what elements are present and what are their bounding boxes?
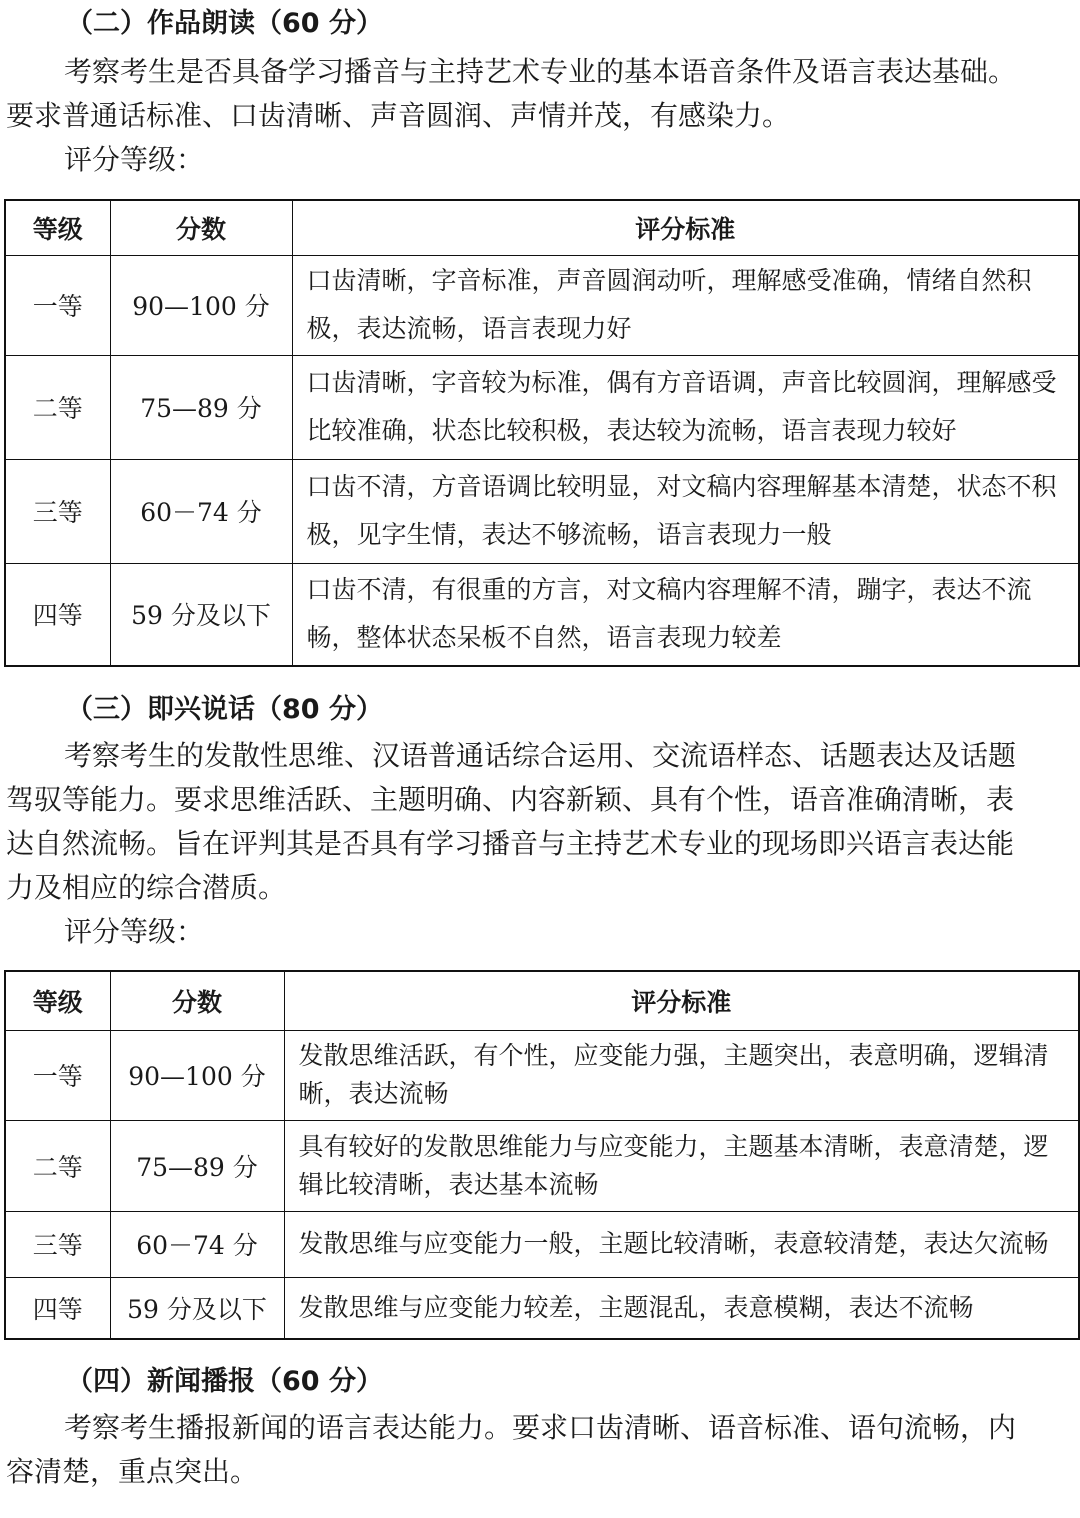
header-score: 分数	[110, 200, 292, 255]
header-criteria: 评分标准	[284, 971, 1079, 1030]
section2-grading-label: 评分等级：	[64, 143, 205, 176]
table-row	[5, 459, 1079, 563]
table-row	[5, 563, 1079, 666]
grade-level: 三等	[5, 459, 110, 563]
table-header-row	[5, 200, 1079, 255]
section4-intro: 考察考生播报新闻的语言表达能力。要求口齿清晰、语音标准、语句流畅，内容清楚，重点突出。	[6, 1411, 1017, 1488]
grade-score: 90—100 分	[110, 1030, 284, 1120]
grade-level: 三等	[5, 1211, 110, 1277]
table-row	[5, 1030, 1079, 1120]
grade-score: 60－74 分	[110, 459, 292, 563]
section2-heading: （二）作品朗读（60 分）	[66, 8, 383, 39]
table-row	[5, 1120, 1079, 1211]
section3-intro: 考察考生的发散性思维、汉语普通话综合运用、交流语样态、话题表达及话题驾驭等能力。要求思维活跃、主题明确、内容新颖、具有个性，语音准确清晰，表达自然流畅。旨在评判其是否具有学习播音与主持艺术专业的现场即兴语言表达能力及相应的综合潜质。	[6, 739, 1017, 904]
grade-level: 二等	[5, 355, 110, 459]
grade-criteria: 口齿不清，有很重的方言，对文稿内容理解不清，蹦字，表达不流畅，整体状态呆板不自然，语言表现力较差	[292, 563, 1079, 666]
section2-intro: 考察考生是否具备学习播音与主持艺术专业的基本语音条件及语言表达基础。要求普通话标准、口齿清晰、声音圆润、声情并茂，有感染力。	[6, 55, 1017, 132]
grade-level: 二等	[5, 1120, 110, 1211]
grade-criteria: 口齿不清，方音语调比较明显，对文稿内容理解基本清楚，状态不积极，见字生情，表达不够流畅，语言表现力一般	[292, 459, 1079, 563]
table-row	[5, 1211, 1079, 1277]
grade-criteria: 口齿清晰，字音标准，声音圆润动听，理解感受准确，情绪自然积极，表达流畅，语言表现力好	[292, 255, 1079, 355]
table-row	[5, 355, 1079, 459]
header-level: 等级	[5, 200, 110, 255]
grade-score: 59 分及以下	[110, 1277, 284, 1339]
header-score: 分数	[110, 971, 284, 1030]
section3-grading-label: 评分等级：	[64, 915, 205, 948]
section4-heading: （四）新闻播报（60 分）	[66, 1366, 383, 1397]
grade-criteria: 发散思维与应变能力较差，主题混乱，表意模糊，表达不流畅	[284, 1277, 1079, 1339]
grade-score: 75—89 分	[110, 1120, 284, 1211]
grade-score: 75—89 分	[110, 355, 292, 459]
section3-heading: （三）即兴说话（80 分）	[66, 694, 383, 725]
grade-score: 59 分及以下	[110, 563, 292, 666]
grade-criteria: 具有较好的发散思维能力与应变能力，主题基本清晰，表意清楚，逻辑比较清晰，表达基本流畅	[284, 1120, 1079, 1211]
section2-grading-table	[4, 199, 1080, 667]
table-row	[5, 255, 1079, 355]
grade-criteria: 发散思维活跃，有个性，应变能力强，主题突出，表意明确，逻辑清晰，表达流畅	[284, 1030, 1079, 1120]
header-criteria: 评分标准	[292, 200, 1079, 255]
section3-grading-table	[4, 970, 1080, 1340]
grade-level: 四等	[5, 1277, 110, 1339]
table-row	[5, 1277, 1079, 1339]
header-level: 等级	[5, 971, 110, 1030]
grade-level: 一等	[5, 255, 110, 355]
grade-score: 90—100 分	[110, 255, 292, 355]
grade-level: 一等	[5, 1030, 110, 1120]
table-header-row	[5, 971, 1079, 1030]
grade-criteria: 口齿清晰，字音较为标准，偶有方音语调，声音比较圆润，理解感受比较准确，状态比较积极，表达较为流畅，语言表现力较好	[292, 355, 1079, 459]
grade-level: 四等	[5, 563, 110, 666]
grade-score: 60－74 分	[110, 1211, 284, 1277]
grade-criteria: 发散思维与应变能力一般，主题比较清晰，表意较清楚，表达欠流畅	[284, 1211, 1079, 1277]
